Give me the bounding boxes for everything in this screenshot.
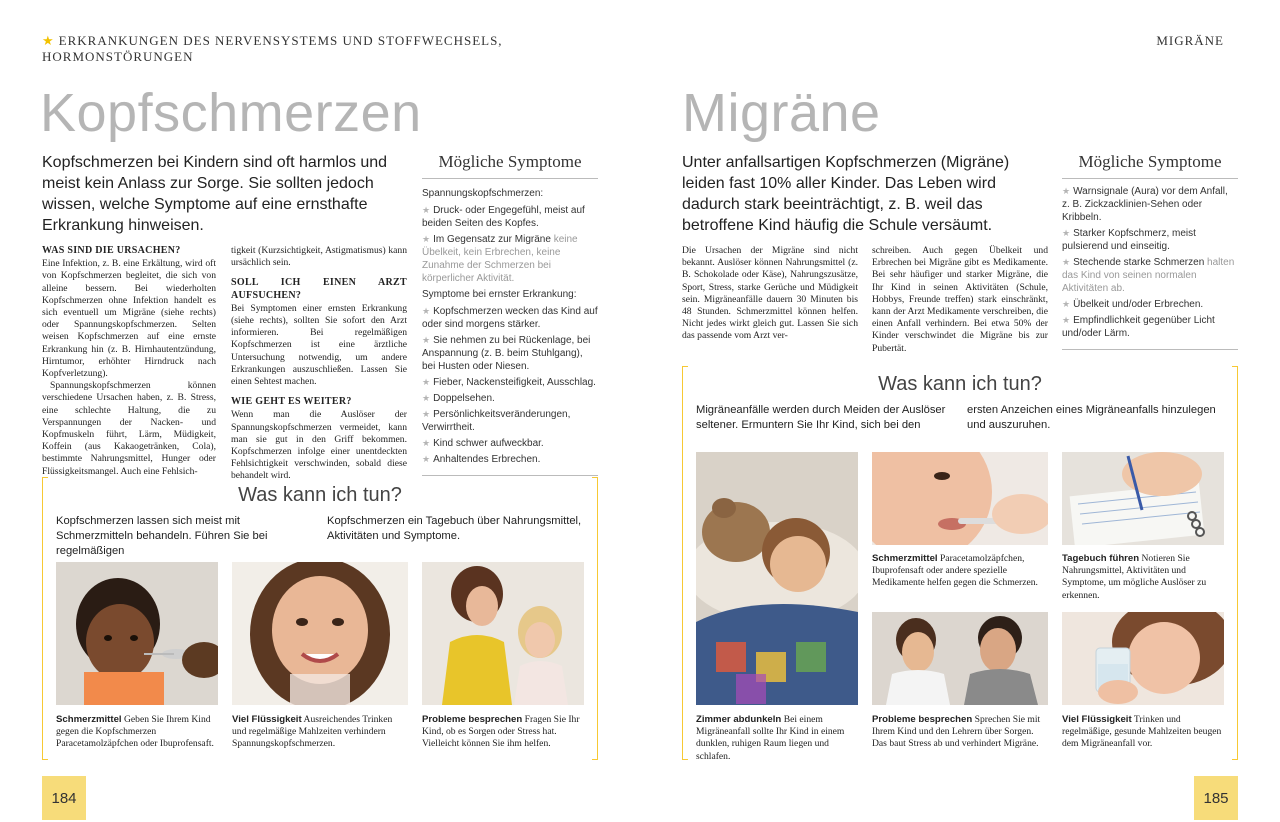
chapter-header: ★ ERKRANKUNGEN DES NERVENSYSTEMS UND STOFFWECHSELS, HORMONSTÖRUNGEN — [42, 33, 503, 64]
body-column-1 — [42, 245, 216, 478]
box-bracket-left — [682, 366, 688, 760]
symptom-item: ★ Druck- oder Engegefühl, meist auf beiden Seiten des Kopfes. — [422, 204, 598, 230]
body-column-2: schreiben. Auch gegen Übelkeit und Erbrechen bei Migräne gibt es Medikamente. Bei sehr häufiger und starker Migräne, die Ihr Kind in seinen Aktivitäten (Schule, Hobbys, Freunde treffen) stark einschränkt, kann der Arzt Medikamente verschreiben, die einen Anfall verhindern. Bei etwa 50% der Kinder verschwindet die Migräne bis zur Pubertät. — [872, 245, 1048, 354]
symptom-item: ★ Anhaltendes Erbrechen. — [422, 453, 598, 466]
section-heading: WAS SIND DIE URSACHEN? — [42, 245, 181, 256]
photo-caption: Probleme besprechen Fragen Sie Ihr Kind, ob es Sorgen oder Stress hat. Vielleicht können Sie ihm helfen. — [422, 714, 580, 750]
paragraph: Eine Infektion, z. B. eine Erkältung, wird oft von Kopfschmerzen begleitet, die sich von alleine bessern. Bei wiederholten Kopfschmerzen ohne Infektion handelt es sich eventuell um Migräne (siehe rechts) oder Spannungskopfschmerzen. Selten weisen Kopfschmerzen auf eine ernste Erkrankung hin (z. B. Hirnhautentzündung, Hirntumor, erhöhter Hirndruck nach Kopfverletzung). — [42, 258, 216, 380]
symptom-item: ★ Im Gegensatz zur Migräne keine Übelkeit, kein Erbrechen, keine Zunahme der Schmerzen bei körperlicher Aktivität. — [422, 233, 598, 285]
box-text: Migräneanfälle werden durch Meiden der Auslöser seltener. Ermuntern Sie Ihr Kind, sich bei den — [696, 404, 946, 431]
box-title: Was kann ich tun? — [878, 373, 1042, 395]
star-icon: ★ — [42, 33, 55, 48]
body-column-1: Die Ursachen der Migräne sind nicht bekannt. Auslöser können Nahrungsmittel (z. B. Schokolade oder Käse), Nahrungszusätze, Sport, Stress, starke Gerüche und Müdigkeit sein. Migräneanfälle dauern 30 Minuten bis 48 Stunden. Schmerzmittel können helfen. Nicht jedes wirkt gleich gut. Lassen Sie sich das passende vom Arzt ver- — [682, 245, 858, 342]
photo-girl-drinking — [232, 562, 408, 705]
photo-caption: Probleme besprechen Sprechen Sie mit Ihrem Kind und den Lehrern über Sorgen. Das baut Stress ab und verhindert Migräne. — [872, 714, 1041, 750]
page-title: Migräne — [682, 83, 881, 143]
section-header: MIGRÄNE — [1156, 33, 1224, 48]
photo-child-medicine — [56, 562, 218, 705]
intro-text: Unter anfallsartigen Kopfschmerzen (Migräne) leiden fast 10% aller Kinder. Das Leben wird dadurch stark beeinträchtigt, z. B. weil das betroffene Kind häufig die Schule versäumt. — [682, 154, 1010, 234]
photo-child-sleeping — [696, 452, 858, 705]
page-title: Kopfschmerzen — [40, 83, 422, 143]
symptoms-title: Mögliche Symptome — [422, 152, 598, 179]
symptom-item: ★ Fieber, Nackensteifigkeit, Ausschlag. — [422, 376, 598, 389]
photo-caption: Viel Flüssigkeit Ausreichendes Trinken und regelmäßige Mahlzeiten verhindern Spannungskopfschmerzen. — [232, 714, 393, 750]
symptoms-panel — [422, 152, 598, 476]
photo-caption: Tagebuch führen Notieren Sie Nahrungsmittel, Aktivitäten und Symptome, um mögliche Auslöser zu erkennen. — [1062, 553, 1207, 601]
box-title: Was kann ich tun? — [238, 484, 402, 506]
paragraph: tigkeit (Kurzsichtigkeit, Astigmatismus) kann ursächlich sein. — [231, 245, 407, 269]
photo-child-medicine-spoon — [872, 452, 1048, 545]
symptom-item: ★ Starker Kopfschmerz, meist pulsierend und einseitig. — [1062, 227, 1238, 253]
photo-mother-child-talk — [422, 562, 584, 705]
intro-text: Kopfschmerzen bei Kindern sind oft harmlos und meist kein Anlass zur Sorge. Sie sollten jedoch wissen, welche Symptome auf eine ernsthafte Erkrankung hinweisen. — [42, 154, 388, 234]
photo-diary-writing — [1062, 452, 1224, 545]
right-page — [640, 0, 1280, 822]
box-text: ersten Anzeichen eines Migräneanfalls hinzulegen und auszuruhen. — [967, 404, 1216, 431]
symptoms-list — [422, 179, 598, 476]
symptom-item: ★ Empfindlichkeit gegenüber Licht und/oder Lärm. — [1062, 314, 1238, 340]
photo-father-son-talk — [872, 612, 1048, 705]
body-column-2 — [231, 245, 407, 483]
photo-caption: Schmerzmittel Geben Sie Ihrem Kind gegen die Kopfschmerzen Paracetamolzäpfchen oder Ibuprofensaft. — [56, 714, 214, 750]
box-bracket-right — [592, 477, 598, 760]
symptom-item: ★ Persönlichkeitsveränderungen, Verwirrtheit. — [422, 408, 598, 434]
box-text: Kopfschmerzen ein Tagebuch über Nahrungsmittel, Aktivitäten und Symptome. — [327, 515, 582, 542]
symptom-item: ★ Kopfschmerzen wecken das Kind auf oder sind morgens stärker. — [422, 305, 598, 331]
section-heading: WIE GEHT ES WEITER? — [231, 396, 352, 408]
symptoms-panel — [1062, 152, 1238, 350]
symptoms-subheading: Spannungskopfschmerzen: — [422, 188, 544, 199]
symptom-item: ★ Stechende starke Schmerzen halten das Kind von seinen normalen Aktivitäten ab. — [1062, 256, 1238, 295]
symptoms-title: Mögliche Symptome — [1062, 152, 1238, 179]
photo-caption: Viel Flüssigkeit Trinken und regelmäßige, gesunde Mahlzeiten beugen dem Migräneanfall vor. — [1062, 714, 1222, 750]
photo-caption: Schmerzmittel Paracetamolzäpfchen, Ibuprofensaft oder andere spezielle Medikamente helfen gegen die Schmerzen. — [872, 553, 1038, 589]
paragraph: Spannungskopfschmerzen können verschiedene Ursachen haben, z. B. Stress, eine schlechte Haltung, die zu Verspannungen der Nacken- und Kopfmuskeln führt, Lärm, Müdigkeit, Koffein (aus Kakaogetränken, Cola), bestimmte Nahrungsmittel, Hunger oder Flüssigkeitsmangel. Auch eine Fehlsich- — [42, 380, 216, 477]
paragraph: Wenn man die Auslöser der Spannungskopfschmerzen vermeidet, kann man sie gut in den Griff bekommen. Kopfschmerzen infolge einer unentdeckten Fehlsichtigkeit verschwinden, sobald diese behandelt wird. — [231, 409, 407, 482]
section-heading: SOLL ICH EINEN ARZT AUFSUCHEN? — [231, 277, 407, 301]
box-bracket-left — [42, 477, 48, 760]
photo-caption: Zimmer abdunkeln Bei einem Migräneanfall sollte Ihr Kind in einem dunklen, ruhigen Raum liegen und schlafen. — [696, 714, 845, 762]
page-number: 184 — [42, 776, 86, 820]
symptoms-list — [1062, 179, 1238, 350]
symptom-item: ★ Warnsignale (Aura) vor dem Anfall, z. B. Zickzacklinien-Sehen oder Kribbeln. — [1062, 185, 1238, 224]
symptom-item: ★ Doppelsehen. — [422, 392, 598, 405]
page-number: 185 — [1194, 776, 1238, 820]
symptom-item: ★ Sie nehmen zu bei Rückenlage, bei Anspannung (z. B. beim Stuhlgang), bei Husten oder Niesen. — [422, 334, 598, 373]
symptoms-subheading: Symptome bei ernster Erkrankung: — [422, 289, 577, 300]
photo-girl-drinking-water — [1062, 612, 1224, 705]
symptom-item: ★ Übelkeit und/oder Erbrechen. — [1062, 298, 1238, 311]
box-text: Kopfschmerzen lassen sich meist mit Schmerzmitteln behandeln. Führen Sie bei regelmäßigen — [56, 515, 268, 557]
box-bracket-right — [1232, 366, 1238, 760]
paragraph: Bei Symptomen einer ernsten Erkrankung (siehe rechts), sollten Sie sofort den Arzt informieren. Bei regelmäßigen Kopfschmerzen ist eine ärztliche Untersuchung notwendig, um andere Erkrankungen auszuschließen. Lassen Sie einen Sehtest machen. — [231, 302, 407, 388]
symptom-item: ★ Kind schwer aufweckbar. — [422, 437, 598, 450]
